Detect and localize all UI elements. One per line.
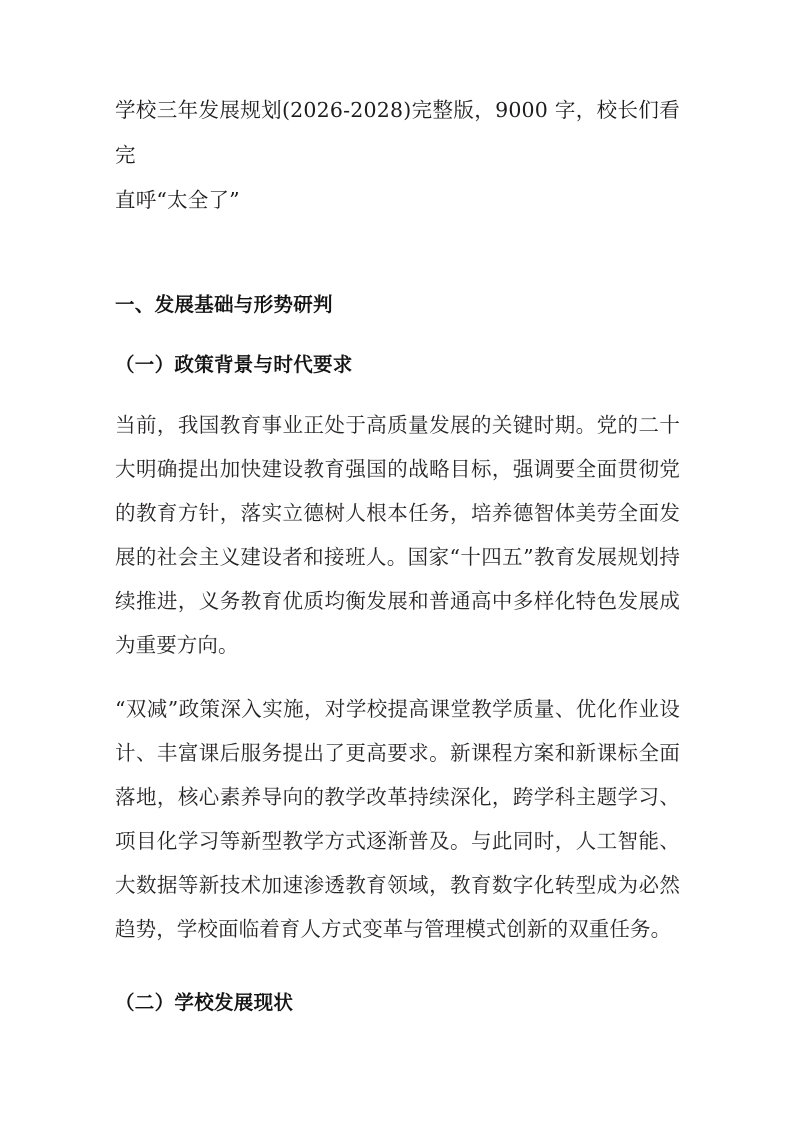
title-heading-spacer bbox=[115, 223, 680, 289]
document-title-line-2: 直呼“太全了” bbox=[115, 188, 240, 212]
document-content-column bbox=[115, 88, 680, 1019]
body-paragraph-1: 当前，我国教育事业正处于高质量发展的关键时期。党的二十大明确提出加快建设教育强国的战略目标，强调要全面贯彻党的教育方针，落实立德树人根本任务，培养德智体美劳全面发展的社会主义建设者和接班人。国家“十四五”教育发展规划持续推进，义务教育优质均衡发展和普通高中多样化特色发展成为重要方向。 bbox=[115, 413, 680, 657]
body-paragraph-2: “双减”政策深入实施，对学校提高课堂教学质量、优化作业设计、丰富课后服务提出了更高要求。新课程方案和新课标全面落地，核心素养导向的教学改革持续深化，跨学科主题学习、项目化学习等新型教学方式逐渐普及。与此同时，人工智能、大数据等新技术加速渗透教育领域，教育数字化转型成为必然趋势，学校面临着育人方式变革与管理模式创新的双重任务。 bbox=[115, 697, 680, 941]
paragraph-gap bbox=[115, 667, 680, 687]
subsection-heading-school-status: （二）学校发展现状 bbox=[115, 991, 294, 1014]
section-heading-level-1: 一、发展基础与形势研判 bbox=[115, 293, 333, 316]
heading-1-gap bbox=[115, 321, 680, 349]
pre-heading-gap bbox=[115, 951, 680, 987]
document-title-line-1: 学校三年发展规划(2026-2028)完整版，9000 字，校长们看完 bbox=[115, 98, 680, 167]
heading-2-gap bbox=[115, 381, 680, 403]
subsection-heading-policy-background: （一）政策背景与时代要求 bbox=[115, 353, 353, 376]
